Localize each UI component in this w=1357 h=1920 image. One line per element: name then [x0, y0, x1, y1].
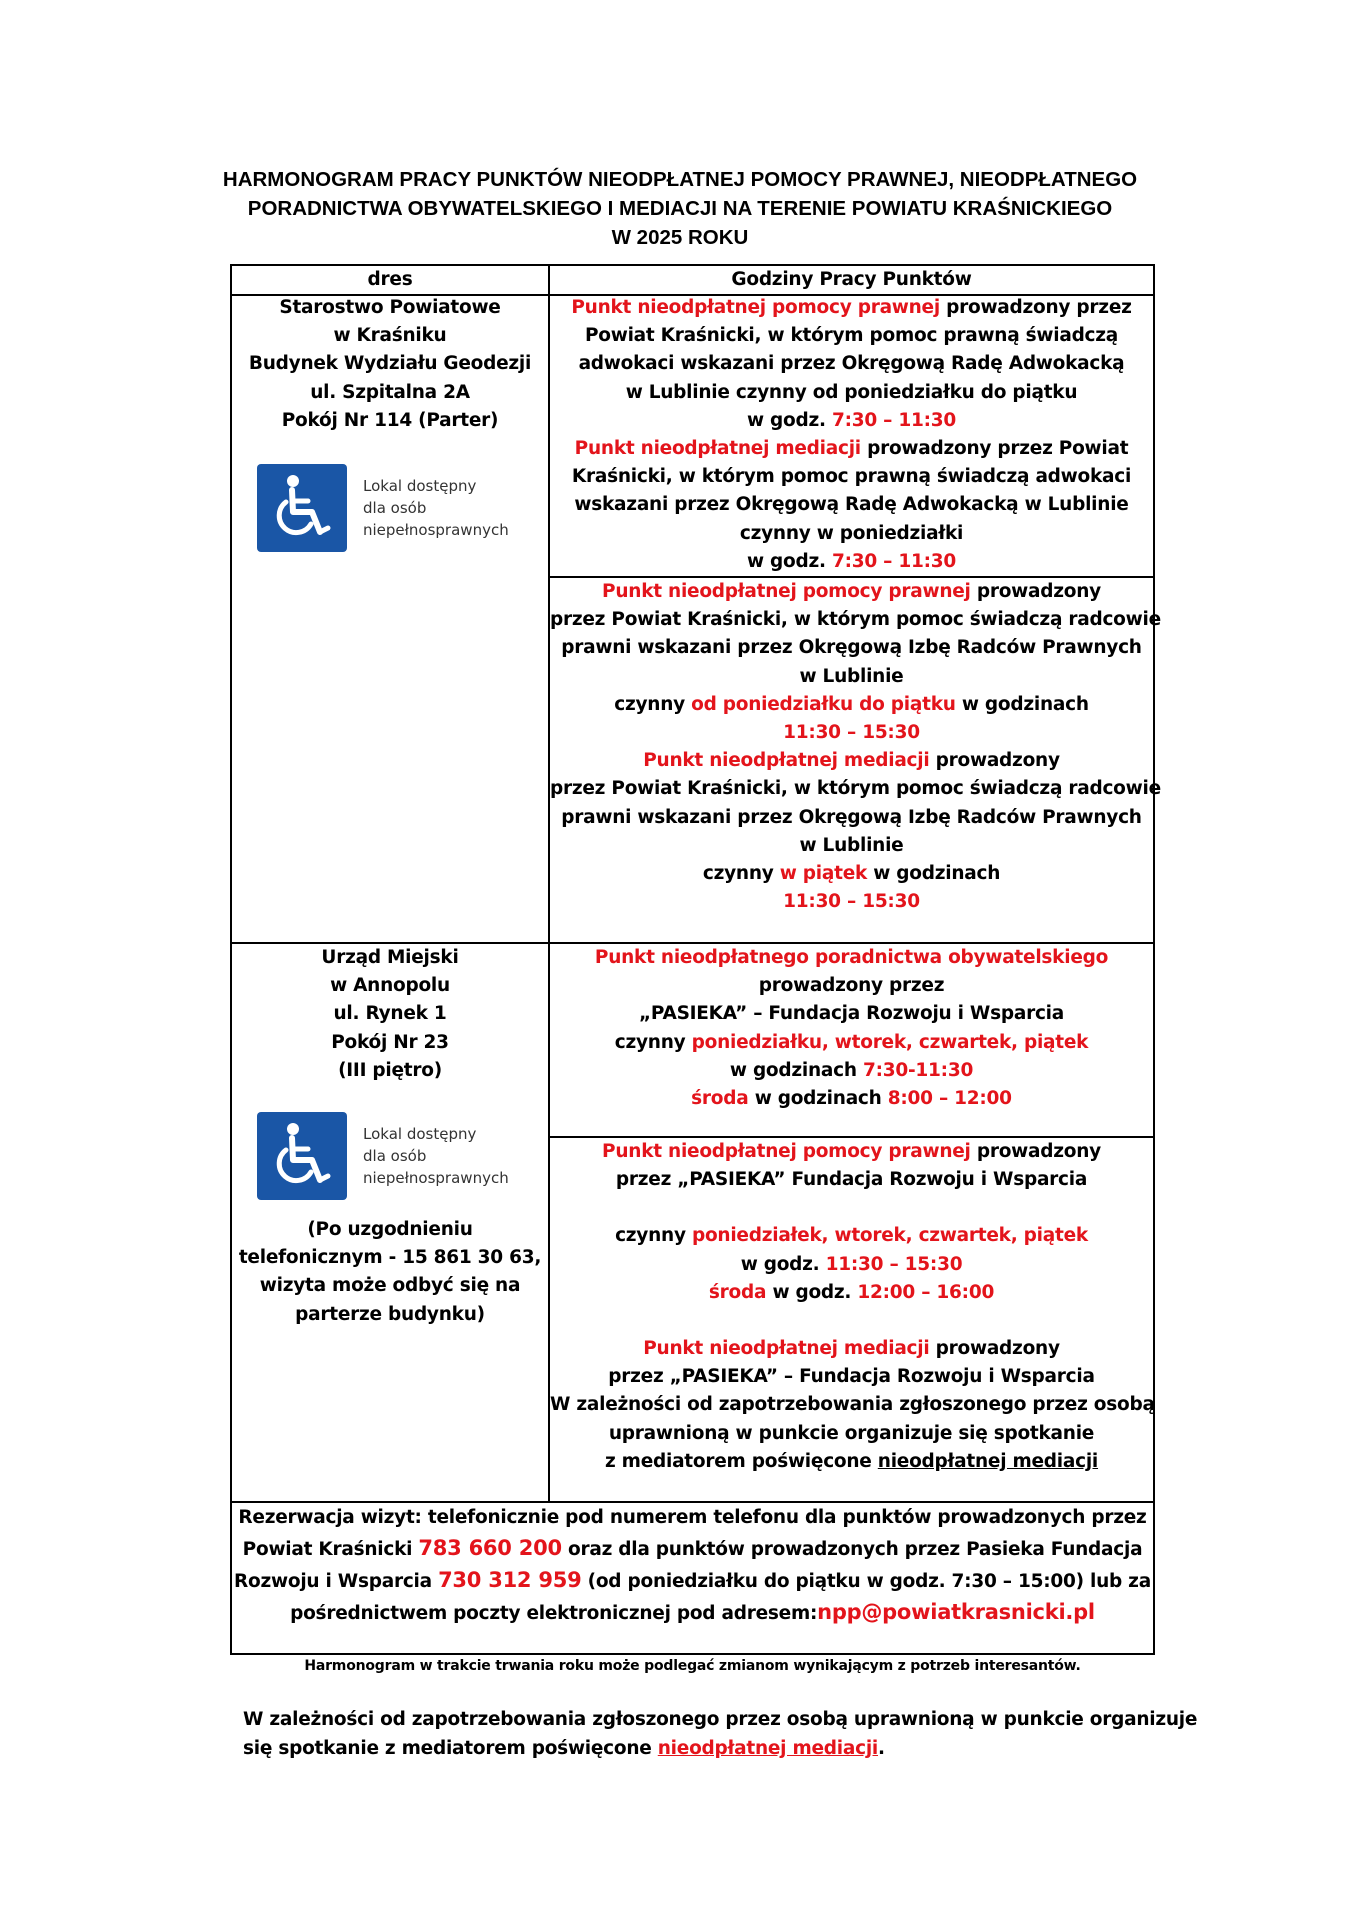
accessibility-text: [363, 1123, 509, 1189]
header-hours-text: Godziny Pracy Punktów: [731, 269, 972, 290]
text: z mediatorem poświęcone: [604, 1450, 878, 1472]
hours: 11:30 – 15:30: [825, 1253, 963, 1275]
text-line: Powiat Kraśnicki, w którym pomoc prawną świadczą: [584, 325, 1119, 347]
text: prowadzony przez: [939, 297, 1132, 318]
header-address: [232, 266, 548, 294]
reservation-info: [232, 1503, 1153, 1629]
address-line: (III piętro): [338, 1059, 442, 1081]
text: .: [878, 1738, 885, 1759]
text: w godz.: [740, 1253, 826, 1275]
text: oraz dla punktów prowadzonych przez Pasieka Fundacja: [561, 1539, 1143, 1560]
address-line: w Annopolu: [330, 975, 450, 997]
text-line: wskazani przez Okręgową Radę Adwokacką w Lublinie: [574, 494, 1129, 516]
point-name: Punkt nieodpłatnej pomocy prawnej: [602, 581, 971, 602]
accessibility-line: niepełnosprawnych: [363, 1169, 509, 1187]
text: w godzinach: [955, 693, 1089, 715]
email-link[interactable]: npp@powiatkrasnicki.pl: [817, 1600, 1095, 1624]
accessibility-line: Lokal dostępny: [363, 1125, 477, 1143]
footer-paragraph: [243, 1705, 1243, 1763]
row2-address: [232, 944, 548, 1085]
header-address-text: dres: [367, 269, 413, 290]
hours: 7:30-11:30: [862, 1059, 974, 1081]
point-name: Punkt nieodpłatnej mediacji: [643, 1338, 930, 1360]
text: prowadzony: [970, 1141, 1101, 1162]
text: Rozwoju i Wsparcia: [234, 1571, 439, 1592]
note-line: (Po uzgodnieniu: [307, 1219, 473, 1240]
text: w godz.: [766, 1281, 858, 1303]
note-line: telefonicznym - 15 861 30 63,: [238, 1247, 542, 1269]
text: w godzinach: [867, 863, 1001, 885]
accessibility-badge: [257, 464, 509, 552]
accessibility-line: dla osób: [363, 1147, 427, 1165]
header-hours: [550, 266, 1153, 294]
accessibility-badge: [257, 1112, 509, 1200]
phone-number: 783 660 200: [418, 1536, 562, 1560]
hours: 11:30 – 15:30: [783, 891, 920, 913]
address-line: ul. Szpitalna 2A: [310, 381, 470, 403]
text-line: przez Powiat Kraśnicki, w którym pomoc świadczą radcowie: [550, 609, 1161, 631]
accessibility-line: Lokal dostępny: [363, 477, 477, 495]
text: Powiat Kraśnicki: [242, 1539, 419, 1560]
schedule-block-legal-counsels: [550, 578, 1161, 916]
text: w godzinach: [729, 1059, 863, 1081]
title-line-1: HARMONOGRAM PRACY PUNKTÓW NIEODPŁATNEJ POMOCY PRAWNEJ, NIEODPŁATNEGO: [222, 168, 1138, 191]
wheelchair-icon: [257, 464, 347, 552]
text-line: czynny w poniedziałki: [739, 522, 964, 544]
text-line: adwokaci wskazani przez Okręgową Radę Adwokacką: [578, 353, 1125, 375]
address-line: w Kraśniku: [333, 325, 447, 347]
text-line: uprawnioną w punkcie organizuje się spotkanie: [608, 1422, 1095, 1444]
text-line: „PASIEKA” – Fundacja Rozwoju i Wsparcia: [638, 1003, 1064, 1025]
text: w godz.: [746, 409, 832, 431]
note-line: wizyta może odbyć się na: [259, 1275, 521, 1297]
document-title: [140, 165, 1220, 252]
accessibility-text: [363, 475, 509, 541]
text-line: przez „PASIEKA” – Fundacja Rozwoju i Wsparcia: [608, 1366, 1095, 1388]
text-line: Kraśnicki, w którym pomoc prawną świadczą adwokaci: [571, 466, 1132, 488]
address-line: Starostwo Powiatowe: [279, 297, 501, 318]
text-line: prawni wskazani przez Okręgową Izbę Radców Prawnych: [561, 806, 1142, 828]
accessibility-line: dla osób: [363, 499, 427, 517]
point-name: Punkt nieodpłatnej pomocy prawnej: [602, 1141, 971, 1162]
text: czynny: [614, 1031, 692, 1053]
row2-address-note: [232, 1216, 548, 1329]
point-name: Punkt nieodpłatnej mediacji: [574, 438, 861, 460]
text-line: prawni wskazani przez Okręgową Izbę Radców Prawnych: [561, 637, 1142, 659]
text: (od poniedziałku do piątku w godz. 7:30 – 15:00) lub za: [581, 1571, 1151, 1592]
address-line: Pokój Nr 114 (Parter): [281, 409, 499, 431]
text: w godz.: [746, 550, 832, 572]
text-line: przez „PASIEKA” Fundacja Rozwoju i Wsparcia: [615, 1169, 1088, 1191]
text-line: Rezerwacja wizyt: telefonicznie pod numerem telefonu dla punktów prowadzonych przez: [238, 1507, 1147, 1528]
text-line: w Lublinie: [799, 834, 904, 856]
days: środa: [708, 1281, 767, 1303]
address-line: Budynek Wydziału Geodezji: [248, 353, 532, 375]
text: czynny: [702, 863, 780, 885]
spacer: [550, 1307, 1153, 1335]
schedule-table: [230, 264, 1161, 1655]
schedule-block-pasieka: [550, 1138, 1153, 1476]
hours: 7:30 – 11:30: [831, 409, 956, 431]
row1-address: [232, 294, 548, 435]
days: poniedziałek, wtorek, czwartek, piątek: [691, 1225, 1088, 1247]
text: się spotkanie z mediatorem poświęcone: [243, 1738, 658, 1759]
phone-number: 730 312 959: [438, 1568, 582, 1592]
address-line: Pokój Nr 23: [331, 1031, 449, 1053]
address-line: ul. Rynek 1: [333, 1003, 447, 1025]
hours: 7:30 – 11:30: [831, 550, 956, 572]
text-line: prowadzony przez: [758, 975, 945, 997]
days: środa: [691, 1088, 749, 1110]
text-line: W zależności od zapotrzebowania zgłoszonego przez osobą: [550, 1394, 1155, 1416]
text: prowadzony: [970, 581, 1101, 602]
point-name: Punkt nieodpłatnego poradnictwa obywatelskiego: [594, 947, 1109, 968]
days: od poniedziałku do piątku: [691, 693, 956, 715]
mediation-link: nieodpłatnej mediacji: [877, 1450, 1099, 1472]
spacer: [550, 1194, 1153, 1222]
hours: 8:00 – 12:00: [887, 1088, 1012, 1110]
schedule-block-citizen-advice: [550, 944, 1153, 1113]
schedule-block-advocates: [550, 294, 1153, 576]
text-line: przez Powiat Kraśnicki, w którym pomoc świadczą radcowie: [550, 778, 1161, 800]
text: czynny: [614, 693, 692, 715]
point-name: Punkt nieodpłatnej mediacji: [643, 750, 930, 772]
text: prowadzony: [929, 750, 1060, 772]
title-line-3: W 2025 ROKU: [611, 226, 749, 249]
text: prowadzony: [929, 1338, 1060, 1360]
text-line: w Lublinie: [799, 665, 904, 687]
text-line: w Lublinie czynny od poniedziałku do piątku: [625, 381, 1078, 403]
text: w godzinach: [748, 1088, 888, 1110]
schedule-change-note: Harmonogram w trakcie trwania roku może podlegać zmianom wynikającym z potrzeb interesantów.: [304, 1658, 1081, 1674]
text: czynny: [615, 1225, 692, 1247]
address-line: Urząd Miejski: [321, 947, 459, 968]
text: pośrednictwem poczty elektronicznej pod adresem:: [290, 1603, 818, 1624]
wheelchair-icon: [257, 1112, 347, 1200]
text: prowadzony przez Powiat: [860, 438, 1129, 460]
mediation-link: nieodpłatnej mediacji: [657, 1738, 879, 1759]
point-name: Punkt nieodpłatnej pomocy prawnej: [571, 297, 940, 318]
accessibility-line: niepełnosprawnych: [363, 521, 509, 539]
hours: 12:00 – 16:00: [857, 1281, 995, 1303]
footer-line: W zależności od zapotrzebowania zgłoszonego przez osobą uprawnioną w punkcie organizuje: [243, 1709, 1198, 1730]
note-line: parterze budynku): [295, 1303, 485, 1325]
days: poniedziałku, wtorek, czwartek, piątek: [691, 1031, 1089, 1053]
hours: 11:30 – 15:30: [783, 722, 920, 744]
days: w piątek: [779, 863, 868, 885]
title-line-2: PORADNICTWA OBYWATELSKIEGO I MEDIACJI NA TERENIE POWIATU KRAŚNICKIEGO: [247, 197, 1113, 220]
